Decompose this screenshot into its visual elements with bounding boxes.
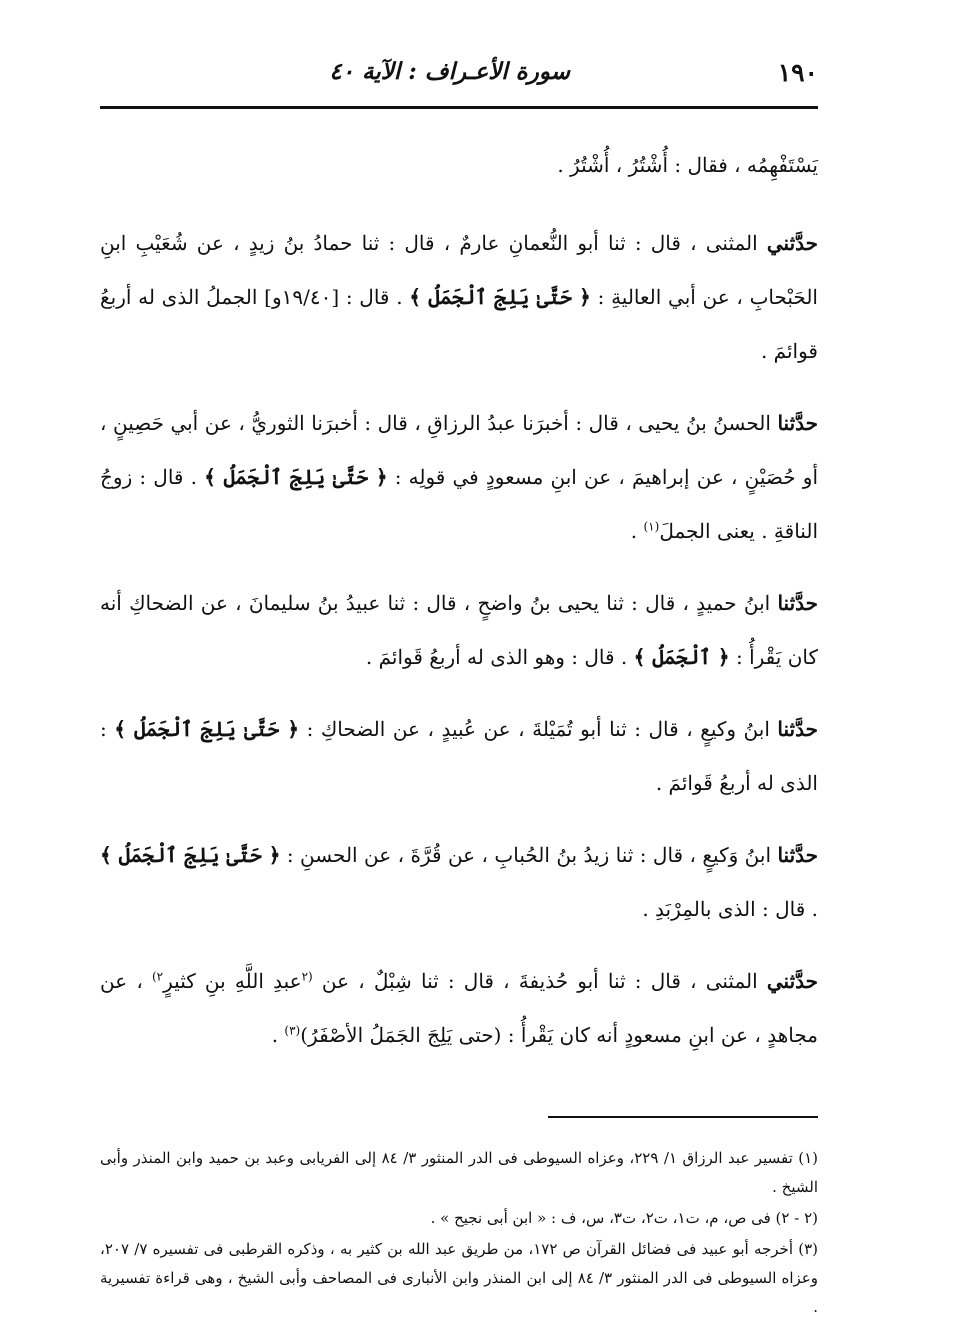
paragraph-7-text-4: .	[271, 1023, 285, 1047]
paragraph-1-text: يَسْتَفْهِمُه ، فقال : أُشْتُرُ ، أُشْتُرُ .	[557, 153, 818, 177]
paragraph-2-text-1: المثنى ، قال : ثنا أبو النُّعمانِ عارمٌ ، قال : ثنا حمادُ بنُ زيدٍ ، عن شُعَيْبِ ابنِ الحَبْحابِ ، عن أبي العاليةِ :	[100, 231, 818, 309]
paragraph-5-lead: حدَّثنا	[777, 717, 818, 741]
running-title: سورة الأعـراف : الآية ٤٠	[329, 58, 570, 85]
paragraph-3	[100, 396, 818, 558]
paragraph-6-lead: حدَّثنا	[777, 843, 818, 867]
footnotes	[100, 1144, 818, 1324]
paragraph-7-lead: حدَّثني	[766, 969, 818, 993]
paragraph-3-text-1: الحسنُ بنُ يحيى ، قال : أخبرَنا عبدُ الرزاقِ ، قال : أخبرَنا الثوريُّ ، عن أبي حَصِينٍ ، أو حُصَيْنٍ ، عن إبراهيمَ ، عن ابنِ مسعودٍ في قولِه :	[100, 411, 818, 489]
paragraph-5-quote: ﴿ حَتَّىٰ يَلِجَ ٱلْجَمَلُ ﴾	[114, 717, 300, 741]
paragraph-4-quote: ﴿ ٱلْجَمَلُ ﴾	[633, 645, 730, 669]
paragraph-3-text-2: . قال : زوجُ الناقةِ . يعنى الجملَ	[100, 465, 818, 543]
paragraph-6-text-2: . قال : الذى بالمِرْبَدِ .	[642, 897, 818, 921]
header-divider	[100, 106, 818, 109]
paragraph-6-quote: ﴿ حَتَّىٰ يَلِجَ ٱلْجَمَلُ ﴾	[100, 843, 281, 867]
paragraph-3-text-3: .	[630, 519, 644, 543]
footnote-divider	[548, 1116, 818, 1118]
paragraph-7	[100, 954, 818, 1062]
footnote-2: (٢ - ٢) فى ص، م، ت١، ت٢، ت٣، س، ف : « ابن أبى نجيح » .	[430, 1209, 818, 1227]
paragraph-2-lead: حدَّثني	[766, 231, 818, 255]
paragraph-2-quote: ﴿ حَتَّىٰ يَلِجَ ٱلْجَمَلُ ﴾	[409, 285, 591, 309]
paragraph-4-text-2: . قال : وهو الذى له أربعُ قَوائمَ .	[365, 645, 634, 669]
footnote-3: (٣) أخرجه أبو عبيد فى فضائل القرآن ص ١٧٢، من طريق عبد الله بن كثير به ، وذكره القرطبى فى تفسيره ٧/ ٢٠٧، وعزاه السيوطى فى الدر المنثور ٣/ ٨٤ إلى ابن المنذر وابن الأنبارى فى المصاحف وأبى الشيخ ، وهى قراءة تفسيرية .	[100, 1240, 819, 1316]
footnote-ref-2-end: ٢)	[151, 969, 164, 984]
paragraph-2	[100, 216, 818, 378]
paragraph-4-lead: حدَّثنا	[777, 591, 818, 615]
paragraph-6-text-1: ابنُ وَكيعٍ ، قال : ثنا زيدُ بنُ الحُبابِ ، عن قُرَّةَ ، عن الحسنِ :	[280, 843, 778, 867]
page-number: ١٩٠	[777, 58, 818, 87]
paragraph-7-text-2: عبدِ اللَّهِ بنِ كثيرٍ	[163, 969, 302, 993]
footnote-ref-3: (٣)	[284, 1023, 301, 1038]
footnote-ref-1: (١)	[643, 519, 660, 534]
paragraph-5-text-1: ابنُ وكيعٍ ، قال : ثنا أبو تُمَيْلةَ ، عن عُبيدٍ ، عن الضحاكِ :	[299, 717, 778, 741]
paragraph-4	[100, 576, 818, 684]
paragraph-2-text-2: . قال : [١٩/٤٠و] الجملُ الذى له أربعُ قوائمَ .	[100, 285, 818, 363]
main-text	[100, 138, 818, 1080]
paragraph-3-lead: حدَّثنا	[777, 411, 818, 435]
footnote-ref-2-start: (٢	[301, 969, 313, 984]
paragraph-5-text-2: : الذى له أربعُ قَوائمَ .	[100, 717, 818, 795]
paragraph-6	[100, 828, 818, 936]
paragraph-4-text-1: ابنُ حميدٍ ، قال : ثنا يحيى بنُ واضحٍ ، قال : ثنا عبيدُ بنُ سليمانَ ، عن الضحاكِ أنه كان يَقْرأُ :	[100, 591, 818, 669]
paragraph-3-quote: ﴿ حَتَّىٰ يَلِجَ ٱلْجَمَلُ ﴾	[204, 465, 388, 489]
paragraph-7-text-3: ، عن مجاهدٍ ، عن ابنِ مسعودٍ أنه كان يَقْرأُ : (حتى يَلِجَ الجَمَلُ الأصْفَرُ)	[100, 969, 818, 1047]
paragraph-5	[100, 702, 818, 810]
footnote-1: (١) تفسير عبد الرزاق ١/ ٢٢٩، وعزاه السيوطى فى الدر المنثور ٣/ ٨٤ إلى الفريابى وعبد بن حميد وابن المنذر وأبى الشيخ .	[100, 1149, 818, 1196]
paragraph-7-text-1: المثنى ، قال : ثنا أبو حُذيفةَ ، قال : ثنا شِبْلٌ ، عن	[312, 969, 767, 993]
page-header	[100, 48, 818, 98]
paragraph-1	[100, 138, 818, 192]
book-page	[100, 48, 818, 1318]
